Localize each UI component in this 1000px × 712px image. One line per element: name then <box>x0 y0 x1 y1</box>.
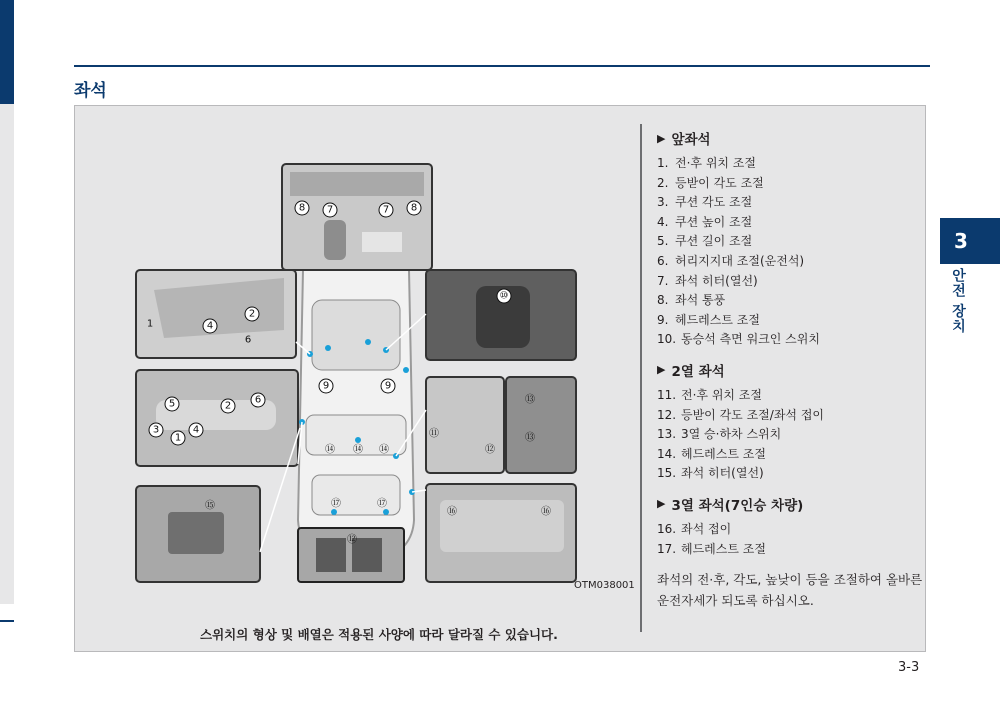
chapter-tab: 3 <box>940 218 1000 264</box>
svg-text:⑭: ⑭ <box>379 444 389 456</box>
third-row-list <box>657 520 929 559</box>
callout-16-left <box>447 506 457 518</box>
list-item: 17. 헤드레스트 조절 <box>657 541 766 556</box>
svg-text:⑯: ⑯ <box>541 506 551 518</box>
svg-text:⑭: ⑭ <box>353 444 363 456</box>
seat-switch-image <box>136 370 298 466</box>
callout-11 <box>429 428 439 440</box>
front-seats-heading: ▶ 앞좌석 <box>657 131 711 148</box>
list-item: 12. 등받이 각도 조절/좌석 접이 <box>657 407 824 422</box>
list-item: 8. 좌석 통풍 <box>657 293 726 308</box>
list-item: 13. 3열 승·하차 스위치 <box>657 427 782 442</box>
heater-switch-image <box>136 486 260 582</box>
list-item: 11. 전·후 위치 조절 <box>657 387 762 402</box>
callout-1 <box>147 319 153 330</box>
callout-16-right <box>541 506 551 518</box>
callout-7-right <box>379 203 393 217</box>
third-row-seat-image <box>426 484 576 582</box>
svg-text:⑰: ⑰ <box>331 498 341 510</box>
svg-text:2: 2 <box>248 308 256 320</box>
svg-text:4: 4 <box>192 424 200 436</box>
svg-text:1: 1 <box>174 432 182 444</box>
list-item: 10. 동승석 측면 워크인 스위치 <box>657 332 820 347</box>
callout-12-right <box>485 444 495 456</box>
callout-17-right <box>377 498 387 510</box>
callout-5 <box>165 397 179 411</box>
callout-17-left <box>331 498 341 510</box>
list-item: 9. 헤드레스트 조절 <box>657 312 760 327</box>
third-row-heading: ▶ 3열 좌석(7인승 차량) <box>657 497 804 514</box>
svg-text:7: 7 <box>326 204 334 216</box>
section-title: 좌석 <box>74 81 107 101</box>
svg-text:8: 8 <box>298 202 306 214</box>
callout-8-right <box>407 201 421 215</box>
svg-text:9: 9 <box>384 380 392 392</box>
chapter-side-bar <box>0 0 14 104</box>
svg-text:8: 8 <box>410 202 418 214</box>
callout-6 <box>245 335 251 346</box>
svg-text:9: 9 <box>322 380 330 392</box>
list-item: 4. 쿠션 높이 조절 <box>657 214 753 229</box>
callout-14-a <box>325 444 335 456</box>
callout-14-c <box>379 444 389 456</box>
svg-text:6: 6 <box>244 334 252 346</box>
list-item: 1. 전·후 위치 조절 <box>657 156 756 170</box>
triangle-icon: ▶ <box>657 363 666 377</box>
callout-1b <box>171 431 185 445</box>
list-item: 14. 헤드레스트 조절 <box>657 446 766 461</box>
svg-text:⑬: ⑬ <box>525 432 535 444</box>
svg-text:7: 7 <box>382 204 390 216</box>
second-row-seat-image <box>426 377 576 473</box>
svg-text:⑪: ⑪ <box>429 428 439 440</box>
side-margin-band <box>0 104 14 604</box>
callout-14-b <box>353 444 363 456</box>
figure-caption: 스위치의 형상 및 배열은 적용된 사양에 따라 달라질 수 있습니다. <box>200 627 558 642</box>
second-row-list <box>657 386 929 484</box>
seat-illustration <box>134 160 578 588</box>
console-panel-image <box>282 164 432 270</box>
walk-in-switch-image <box>426 270 576 360</box>
callout-15 <box>205 500 215 512</box>
svg-text:⑯: ⑯ <box>447 506 457 518</box>
svg-text:⑫: ⑫ <box>485 444 495 456</box>
callout-13-top <box>525 394 535 406</box>
callout-2b <box>221 399 235 413</box>
chapter-tab-label: 안전 장치 <box>950 268 966 334</box>
second-row-heading: ▶ 2열 좌석 <box>657 363 725 380</box>
callout-4 <box>203 319 217 333</box>
column-divider <box>640 124 642 632</box>
callout-9-right <box>381 379 395 393</box>
svg-text:⑮: ⑮ <box>205 500 215 512</box>
list-item: 15. 좌석 히터(열선) <box>657 466 764 481</box>
page-number: 3-3 <box>898 660 920 675</box>
svg-text:4: 4 <box>206 320 214 332</box>
list-item: 3. 쿠션 각도 조절 <box>657 195 753 210</box>
svg-text:⑭: ⑭ <box>325 444 335 456</box>
side-tick <box>0 620 14 622</box>
list-item: 16. 좌석 접이 <box>657 521 732 536</box>
callout-8-left <box>295 201 309 215</box>
figure-code: OTM038001 <box>574 580 635 591</box>
list-item: 6. 허리지지대 조절(운전석) <box>657 253 805 268</box>
svg-text:5: 5 <box>168 398 176 410</box>
callout-3 <box>149 423 163 437</box>
front-seats-list <box>657 154 929 350</box>
svg-text:6: 6 <box>254 394 262 406</box>
callout-7-left <box>323 203 337 217</box>
callout-9-left <box>319 379 333 393</box>
svg-text:3: 3 <box>152 424 160 436</box>
header-rule <box>74 65 930 67</box>
adjustment-note: 좌석의 전·후, 각도, 높낮이 등을 조절하여 올바른 운전자세가 되도록 하십시오. <box>657 572 923 609</box>
callout-2 <box>245 307 259 321</box>
svg-text:⑰: ⑰ <box>377 498 387 510</box>
svg-text:⑩: ⑩ <box>499 290 509 302</box>
list-item: 7. 좌석 히터(열선) <box>657 273 758 288</box>
svg-text:1: 1 <box>146 318 154 330</box>
svg-text:2: 2 <box>224 400 232 412</box>
callout-4b <box>189 423 203 437</box>
callout-10 <box>497 289 511 303</box>
list-item: 2. 등받이 각도 조절 <box>657 175 764 190</box>
callout-12-bottom <box>347 534 357 546</box>
driver-seat-side-image <box>136 270 296 358</box>
svg-text:⑫: ⑫ <box>347 534 357 546</box>
triangle-icon: ▶ <box>657 497 666 511</box>
list-item: 5. 쿠션 길이 조절 <box>657 234 753 249</box>
triangle-icon: ▶ <box>657 131 666 145</box>
svg-text:⑬: ⑬ <box>525 394 535 406</box>
callout-6b <box>251 393 265 407</box>
callout-13-bottom <box>525 432 535 444</box>
legend-column <box>657 128 929 611</box>
